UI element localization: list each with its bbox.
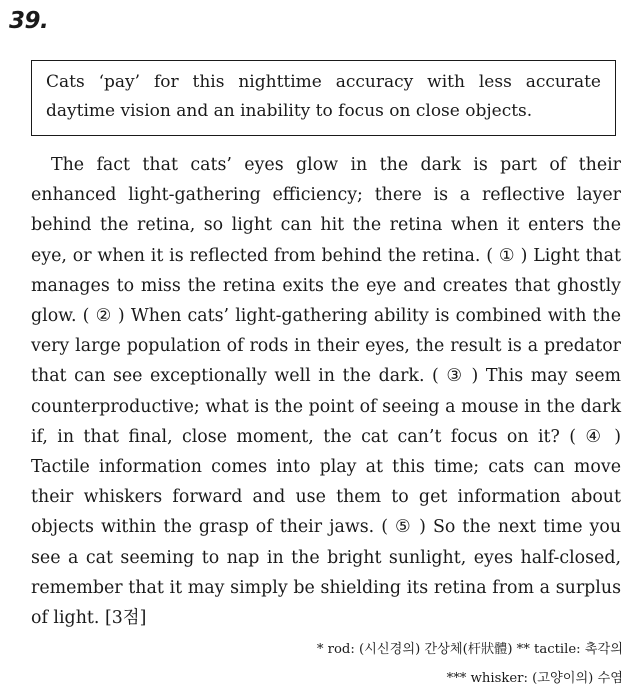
points-label: [3점] [104,608,147,629]
passage-sentence-4: This may seem counterproductive; what is the point of seeing a mouse in the dark if, in that final, close moment, the cat can’t focus on it? [31,366,622,447]
passage-sentence-2: Light that manages to miss the retina exits the eye and creates that ghostly glow. [31,245,621,327]
footnote-line-2: *** whisker: (고양이의) 수염 [446,671,623,686]
passage [31,150,621,633]
choice-marker-1: ( ① ) [486,245,528,266]
choice-marker-5: ( ⑤ ) [381,517,426,538]
passage-sentence-5: Tactile information comes into play at this time; cats can move their whiskers forward and use them to get information about objects within the grasp of their jaws. [31,457,621,538]
choice-marker-3: ( ③ ) [432,366,479,387]
question-number: 39. [9,8,49,34]
footnote-line-1: * rod: (시신경의) 간상체(杆狀體) ** tactile: 촉각의 [316,642,623,657]
passage-sentence-6: So the next time you see a cat seeming to nap in the bright sunlight, eyes half-closed, remember that it may simply be shielding its retina from a surplus of light. [31,517,622,629]
passage-sentence-1: The fact that cats’ eyes glow in the dark is part of their enhanced light-gathering efficiency; there is a reflective layer behind the retina, so light can hit the retina when it enters the eye, or when it is reflected from behind the retina. [31,155,621,266]
given-sentence-box [31,60,616,136]
choice-marker-4: ( ④ ) [569,426,622,447]
passage-sentence-3: When cats’ light-gathering ability is combined with the very large population of rods in their eyes, the result is a predator that can see exceptionally well in the dark. [31,306,622,387]
choice-marker-2: ( ② ) [82,306,125,327]
given-sentence: Cats ‘pay’ for this nighttime accuracy with less accurate daytime vision and an inability to focus on close objects. [46,72,601,121]
